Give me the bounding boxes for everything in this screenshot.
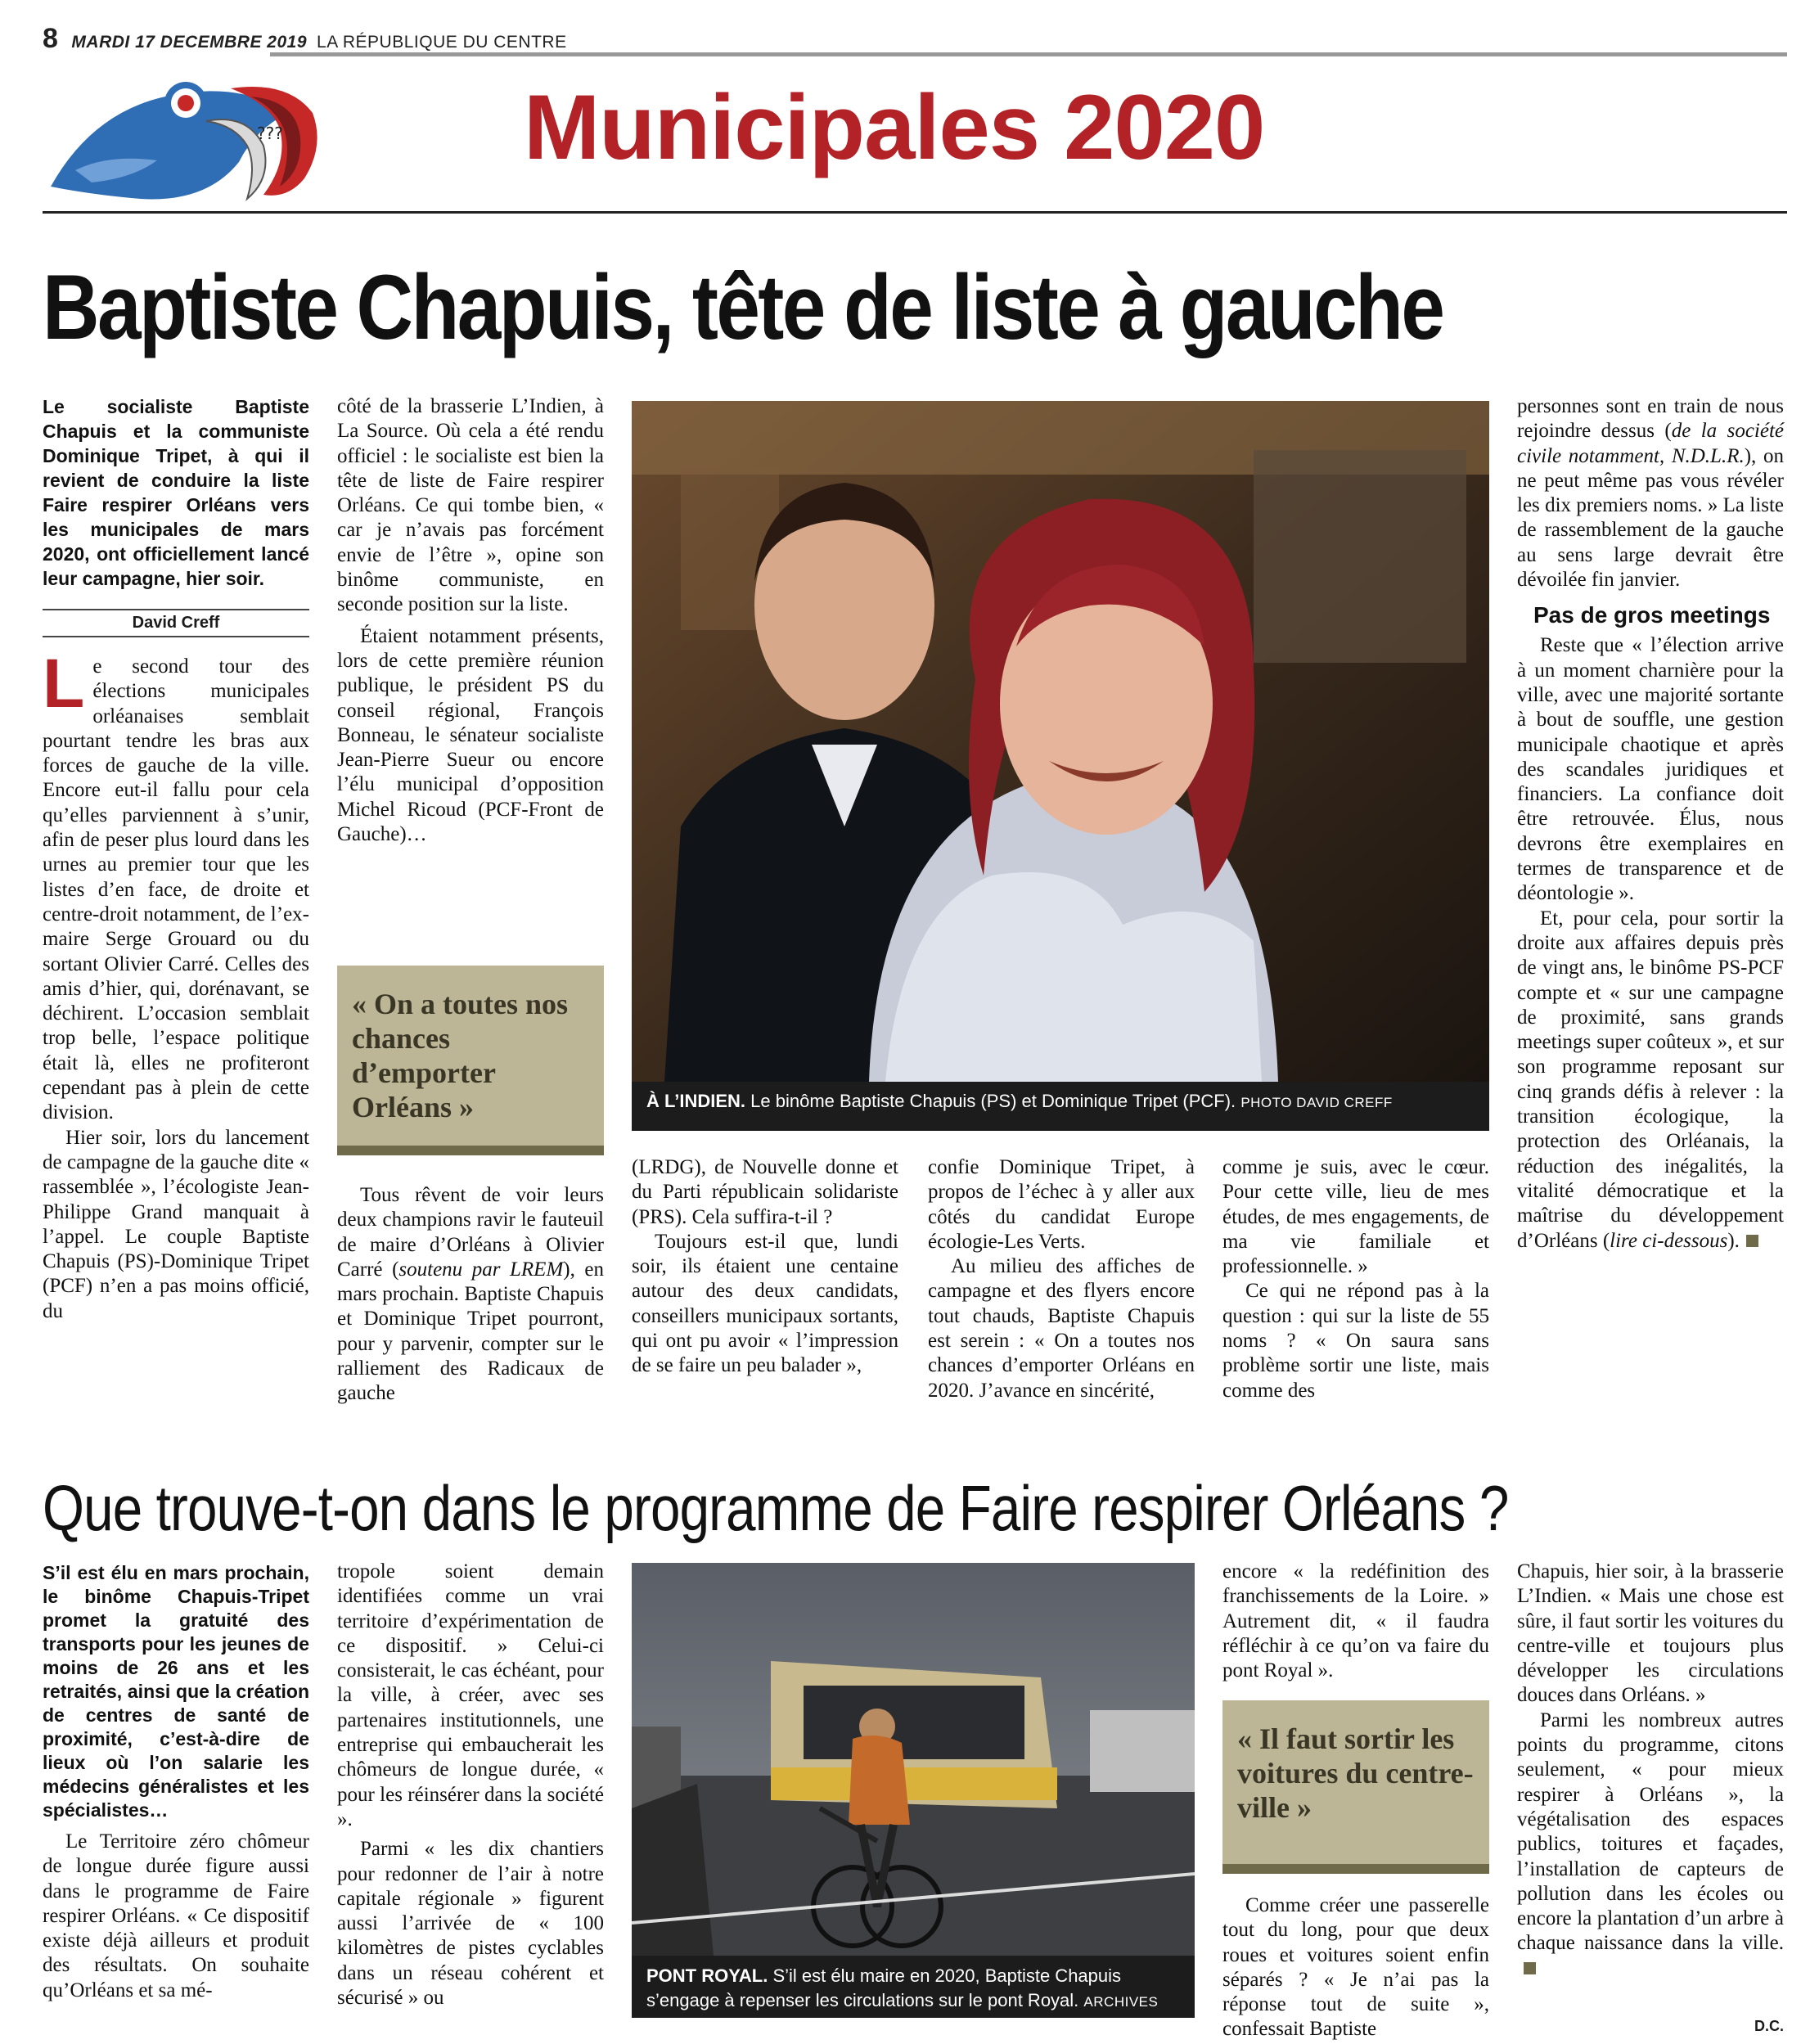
tram-photo [632,1563,1195,2018]
caption-label: PONT ROYAL. [646,1965,768,1986]
paragraph: Le Territoire zéro chômeur de longue durée figure aussi dans le programme de Faire respirer Orléans. « Ce dispositif existe déjà ailleurs et produit des résultats. On souhaite qu’Orléans et sa mé- [43,1830,309,2001]
text-run: ), en mars prochain. Baptiste Chapuis et Dominique Tripet pourront, pour y parvenir, compter sur le ralliement des Radicaux de gauche [337,1258,605,1405]
photo-credit: PHOTO DAVID CREFF [1240,1095,1393,1110]
article-column-4 [928,1155,1195,1403]
top-rule [270,52,1787,56]
article-column-3 [632,1155,898,1379]
italic-run: soutenu par LREM [398,1258,564,1281]
caption-text: S’il est élu maire en 2020, Baptiste Chapuis s’engage à repenser les circulations sur le pont Royal. [646,1965,1122,2010]
paragraph: Parmi « les dix chantiers pour redonner de l’air à notre capitale régionale » figurent aussi l’arrivée de « 100 kilomètres de pistes cyclables dans un réseau cohérent et sécurisé » ou [337,1838,604,2010]
article-column-2b [337,1183,604,1407]
pull-quote-2: « Il faut sortir les voitures du centre-ville » [1222,1700,1489,1874]
text-run: Et, pour cela, pour sortir la droite aux affaires depuis près de vingt ans, le binôme PS-PCF compte et « sur une campagne de proximité, sans grands meetings super coûteux », et sur son programme reposant sur cinq grands défis à relever : la transition écologique, la protection des Orléanais, la réduction des inégalités, la vitalité démocratique et la maîtrise du développement d’Orléans ( [1517,907,1784,1252]
section-title: Municipales 2020 [524,76,1265,178]
article2-column-6 [1517,1560,1784,1981]
main-photo [632,401,1489,1131]
text-run: ). [1727,1229,1740,1252]
paragraph: tropole soient demain identifiées comme un vrai territoire d’expérimentation de ce dispositif. » Celui-ci consisterait, le cas échéant, pour la ville, à créer, avec ses partenaires institutionnels, une entreprise qui embaucherait les chômeurs de longue durée, « pour les réinsérer dans la société ». [337,1560,604,1830]
article2-column-2 [337,1560,604,2010]
section-rule [43,211,1787,214]
paragraph: Reste que « l’élection arrive à un moment charnière pour la ville, avec une majorité sortante à bout de souffle, une gestion municipale chaotique et après des scandales juridiques et financiers. La confiance doit être retrouvée. Élus, nous devrons être exemplaires en termes de transparence et de déontologie ». [1517,634,1784,905]
text-run: personnes sont en train de nous rejoindre dessus ( [1517,395,1784,443]
paragraph: Hier soir, lors du lancement de campagne de la gauche dite « rassemblée », l’écologiste Jean-Philippe Grand manquait à l’appel. Le couple Baptiste Chapuis (PS)-Dominique Tripet (PCF) n’en a pas moins officié, du [43,1126,309,1322]
photo-credit: ARCHIVES [1083,1994,1159,2010]
marianne-logo [43,64,344,208]
photo-pont-royal [632,1563,1195,1956]
text-run: Tous rêvent de voir leurs deux champions ravir le fauteuil de maire d’Orléans à Olivier Carré ( [337,1184,604,1281]
article-column-1 [43,645,309,1324]
caption-text: Le binôme Baptiste Chapuis (PS) et Dominique Tripet (PCF). [750,1091,1236,1111]
text-run: ), on ne peut même pas vous révéler les dix premiers noms. » La liste de rassemblement de la gauche au sens large devrait être dévoilée fin janvier. [1517,444,1784,592]
article-column-6 [1517,394,1784,1254]
paragraph: e second tour des élections municipales orléanaises semblait pourtant tendre les bras aux forces de gauche de la ville. Encore eut-il fallu pour cela qu’elles parviennent à s’unir, afin de peser plus lourd dans les urnes au premier tour que les listes d’en face, de droite et centre-droit notamment, de l’ex-maire Serge Grouard ou du sortant Olivier Carré. Celles des amis d’hier, qui, dorénavant, se déchirent. L’occasion semblait trop belle, l’espace politique était là, elles ne profiteront cependant pas à plein de cette division. [43,655,309,1124]
paragraph: (LRDG), de Nouvelle donne et du Parti républicain solidariste (PRS). Cela suffira-t-il ? [632,1156,898,1228]
italic-run: de la société civile notamment, N.D.L.R. [1517,420,1785,467]
paragraph: Ce qui ne répond pas à la question : qui sur la liste de 55 noms ? « On saura sans problème sortir une liste, mais comme des [1222,1280,1489,1402]
paragraph: Parmi les nombreux autres points du programme, citons seulement, « pour mieux respirer à Orléans », la végétalisation des espaces publics, toitures et façades, l’installation de capteurs de pollution dans les écoles ou encore la plantation d’un arbre à chaque naissance dans la ville. [1517,1709,1784,1955]
paragraph: Comme créer une passerelle tout du long, pour que deux roues et voitures soient enfin séparés ? « Je n’ai pas la réponse tout de suite », confessait Baptiste [1222,1894,1489,2041]
paragraph: Étaient notamment présents, lors de cette première réunion publique, le président PS du conseil régional, François Bonneau, le sénateur socialiste Jean-Pierre Sueur ou encore l’élu municipal d’opposition Michel Ricoud (PCF-Front de Gauche)… [337,624,604,846]
article-headline: Baptiste Chapuis, tête de liste à gauche [43,256,1443,358]
article2-column-1 [43,1830,309,2003]
page-number: 8 [43,23,59,54]
newspaper-name: LA RÉPUBLIQUE DU CENTRE [317,33,567,52]
paragraph: côté de la brasserie L’Indien, à La Source. Où cela a été rendu officiel : le socialiste est bien la tête de liste de Faire respirer Orléans. Ce qui tombe bien, « car je n’avais pas forcément envie de l’être », opine son binôme communiste, en seconde position sur la liste. [337,395,604,616]
caption-label: À L’INDIEN. [646,1091,746,1111]
end-mark [1746,1235,1758,1247]
pull-quote: « On a toutes nos chances d’emporter Orléans » [337,966,604,1155]
article2-lead: S’il est élu en mars prochain, le binôme Chapuis-Tripet promet la gratuité des transports pour les jeunes de moins de 26 ans et les retraités, ainsi que la création de centres de santé de proximité, c’est-à-dire de lieux où l’on salarie les médecins généralistes et les spécialistes… [43,1562,309,1821]
article-lead: Le socialiste Baptiste Chapuis et la communiste Dominique Tripet, à qui il revient de conduire la liste Faire respirer Orléans vers les municipales de mars 2020, ont officiellement lancé leur campagne, hier soir. [43,396,309,589]
article2-headline: Que trouve-t-on dans le programme de Faire respirer Orléans ? [43,1472,1509,1544]
author-initials: D.C. [1754,2018,1784,2034]
photo-caption-2 [646,1964,1186,2015]
photo-binome [632,401,1489,1082]
article-column-5 [1222,1155,1489,1403]
svg-text:???: ??? [257,124,283,143]
paragraph: confie Dominique Tripet, à propos de l’échec à y aller aux côtés du candidat Europe écologie-Les Verts. [928,1156,1195,1253]
italic-run: lire ci-dessous [1610,1229,1728,1252]
folio-date: MARDI 17 DECEMBRE 2019 [71,33,308,52]
paragraph: encore « la redéfinition des franchissements de la Loire. » Autrement dit, « il faudra réfléchir à ce qu’on va faire du pont Royal ». [1222,1560,1489,1682]
article2-column-5 [1222,1560,1489,1683]
paragraph: Au milieu des affiches de campagne et des flyers encore tout chauds, Baptiste Chapuis est serein : « On a toutes nos chances d’emporter Orléans en 2020. J’avance en sincérité, [928,1255,1195,1402]
byline: David Creff [43,609,309,637]
paragraph: Chapuis, hier soir, à la brasserie L’Indien. « Mais une chose est sûre, il faut sortir les voitures du centre-ville et toujours plus développer les circulations douces dans Orléans. » [1517,1560,1784,1707]
subheading: Pas de gros meetings [1533,602,1771,628]
drop-cap: L [43,645,85,722]
article2-column-5b [1222,1893,1489,2042]
photo-caption [646,1090,1481,1114]
folio [43,23,567,55]
article-column-2 [337,394,604,847]
paragraph: Toujours est-il que, lundi soir, ils étaient une centaine autour des deux candidats, conseillers municipaux sortants, qui ont pu avoir « l’impression de se faire un peu balader », [632,1230,898,1377]
paragraph: comme je suis, avec le cœur. Pour cette ville, lieu de mes études, de mes engagements, de ma vie familiale et professionnelle. » [1222,1156,1489,1278]
end-mark [1524,1962,1536,1974]
